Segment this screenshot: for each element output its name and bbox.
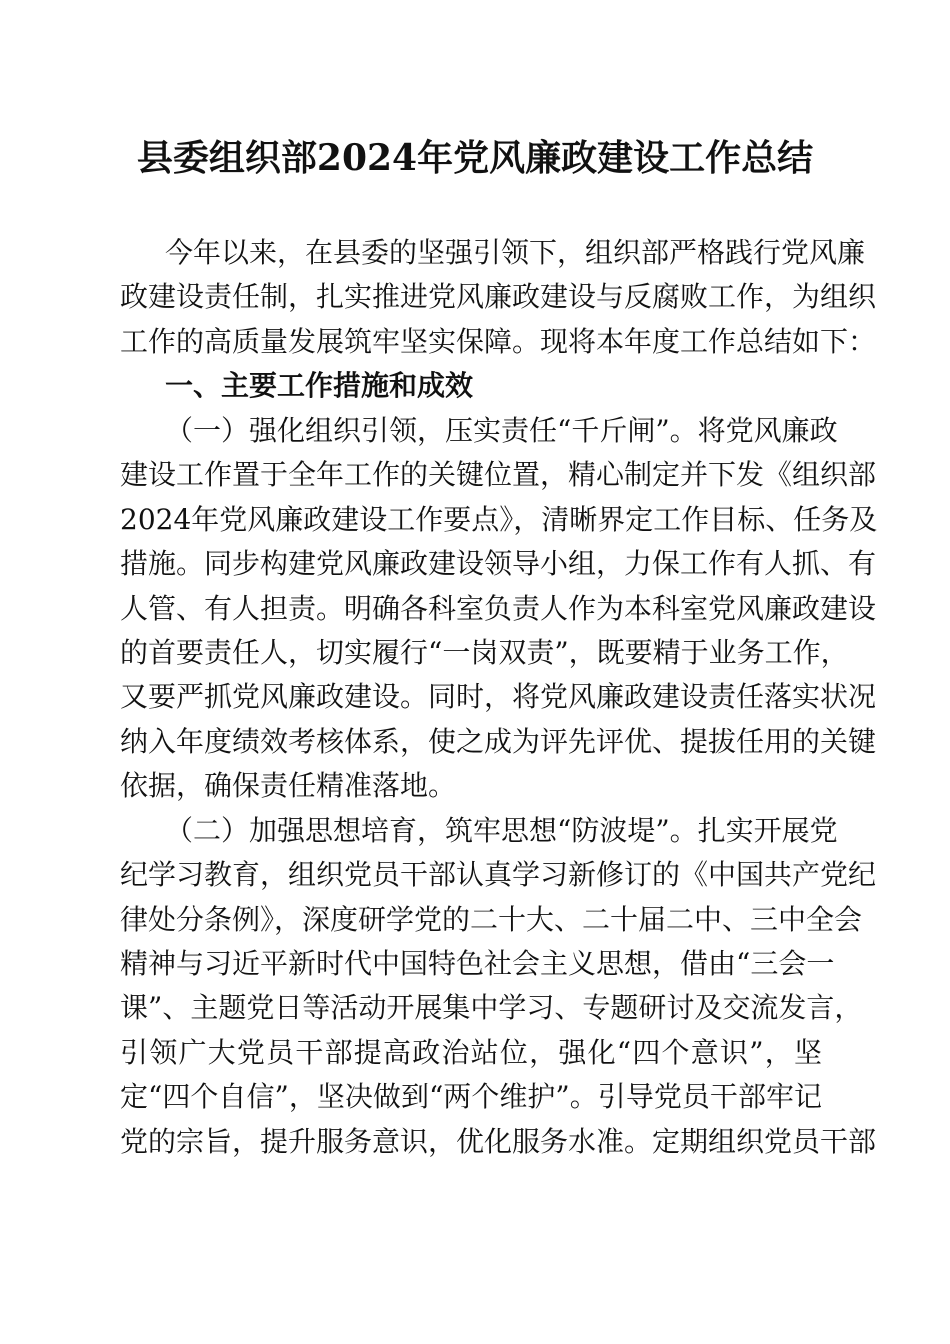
paragraph2-line: 定“四个自信”，坚决做到“两个维护”。引导党员干部牢记 (120, 1080, 822, 1114)
document-title: 县委组织部2024年党风廉政建设工作总结 (136, 137, 814, 179)
paragraph2-line: 纪学习教育，组织党员干部认真学习新修订的《中国共产党纪 (120, 858, 877, 892)
paragraph2-line: 党的宗旨，提升服务意识，优化服务水准。定期组织党员干部 (120, 1124, 877, 1158)
document-body (120, 231, 878, 1164)
paragraph1-line: 又要严抓党风廉政建设。同时，将党风廉政建设责任落实状况 (120, 680, 877, 714)
paragraph2-line: 精神与习近平新时代中国特色社会主义思想，借由“三会一 (120, 947, 835, 980)
paragraph1-line: 的首要责任人，切实履行“一岗双责”，既要精于业务工作， (120, 635, 849, 669)
paragraph1-line: 建设工作置于全年工作的关键位置，精心制定并下发《组织部 (120, 458, 877, 492)
paragraph1-line: 人管、有人担责。明确各科室负责人作为本科室党风廉政建设 (120, 591, 877, 625)
section-heading: 一、主要工作措施和成效 (165, 369, 474, 403)
paragraph1-line: （一）强化组织引领，压实责任“千斤闸”。将党风廉政 (165, 413, 838, 447)
paragraph2-line: 律处分条例》，深度研学党的二十大、二十届二中、三中全会 (120, 902, 863, 936)
paragraph1-line: 纳入年度绩效考核体系，使之成为评先评优、提拔任用的关键 (120, 724, 877, 758)
paragraph2-line: 课”、主题党日等活动开展集中学习、专题研讨及交流发言， (120, 991, 863, 1025)
intro-line: 今年以来，在县委的坚强引领下，组织部严格践行党风廉 (165, 236, 866, 269)
paragraph1-line: 措施。同步构建党风廉政建设领导小组，力保工作有人抓、有 (120, 547, 877, 581)
paragraph1-line: 2024年党风廉政建设工作要点》，清晰界定工作目标、任务及 (120, 502, 878, 536)
intro-line: 工作的高质量发展筑牢坚实保障。现将本年度工作总结如下： (120, 324, 877, 358)
paragraph1-line: 依据，确保责任精准落地。 (120, 769, 457, 803)
paragraph2-line: 引领广大党员干部提高政治站位，强化“四个意识”，坚 (120, 1035, 822, 1069)
paragraph2-line: （二）加强思想培育，筑牢思想“防波堤”。扎实开展党 (165, 813, 838, 847)
intro-line: 政建设责任制，扎实推进党风廉政建设与反腐败工作，为组织 (120, 280, 877, 314)
